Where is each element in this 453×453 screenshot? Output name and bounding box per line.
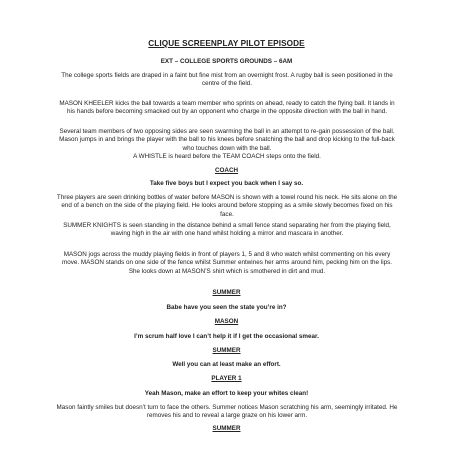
- character-name: MASON: [214, 318, 239, 325]
- dialogue-line: Babe have you seen the state you’re in?: [166, 304, 287, 311]
- action-paragraph: A WHISTLE is heard before the TEAM COACH steps onto the field.: [133, 153, 321, 160]
- dialogue-line: I’m scrum half love I can’t help it if I get the occasional smear.: [134, 333, 319, 340]
- scene-heading: EXT – COLLEGE SPORTS GROUNDS – 6AM: [160, 58, 293, 65]
- action-paragraph: The college sports fields are draped in a faint but fine mist from an overnight frost. A rugby ball is seen positioned in the centre of the field.: [61, 72, 393, 88]
- action-paragraph: Several team members of two opposing sides are seen swarming the ball in an attempt to re-gain possession of the ball. Mason jumps in and brings the player with the ball to his knees before snatching the ball and drop kicking to the full-back who touches down with the ball.: [59, 128, 395, 152]
- action-paragraph: Three players are seen drinking bottles of water before MASON is shown with a towel round his neck. He sits alone on the end of a bench on the side of the playing field. He looks around before stopping as a smile slowly becomes fixed on his face.: [56, 194, 398, 218]
- document-title: CLIQUE SCREENPLAY PILOT EPISODE: [148, 39, 305, 48]
- action-paragraph: MASON KHEELER kicks the ball towards a team member who sprints on ahead, ready to catch the flying ball. It lands in his hands before becoming smacked out by an opponent who charge in the opposite direction with the ball in hand.: [59, 100, 395, 116]
- character-name: COACH: [214, 167, 239, 174]
- character-name: SUMMER: [212, 425, 241, 432]
- character-name: SUMMER: [212, 347, 241, 354]
- dialogue-line: Yeah Mason, make an effort to keep your whites clean!: [144, 390, 309, 397]
- character-name: SUMMER: [212, 289, 241, 296]
- character-name: PLAYER 1: [211, 375, 242, 382]
- action-paragraph: MASON jogs across the muddy playing fields in front of players 1, 5 and 8 who watch whilst commenting on his every move. MASON stands on one side of the fence whilst Summer entwines her arms around him, pecking him on the lips. She looks down at MASON’S shirt which is smothered in dirt and mud.: [61, 251, 393, 275]
- dialogue-line: Take five boys but I expect you back when I say so.: [149, 180, 304, 187]
- action-paragraph: Mason faintly smiles but doesn’t turn to face the others. Summer notices Mason scratching his arm, seemingly irritated. He removes his and to reveal a large graze on his lower arm.: [56, 404, 398, 420]
- action-paragraph: SUMMER KNIGHTS is seen standing in the distance behind a small fence stand separating her from the playing field, waving high in the air with one hand whilst holding a mirror and mascara in another.: [63, 222, 391, 238]
- dialogue-line: Well you can at least make an effort.: [172, 361, 281, 368]
